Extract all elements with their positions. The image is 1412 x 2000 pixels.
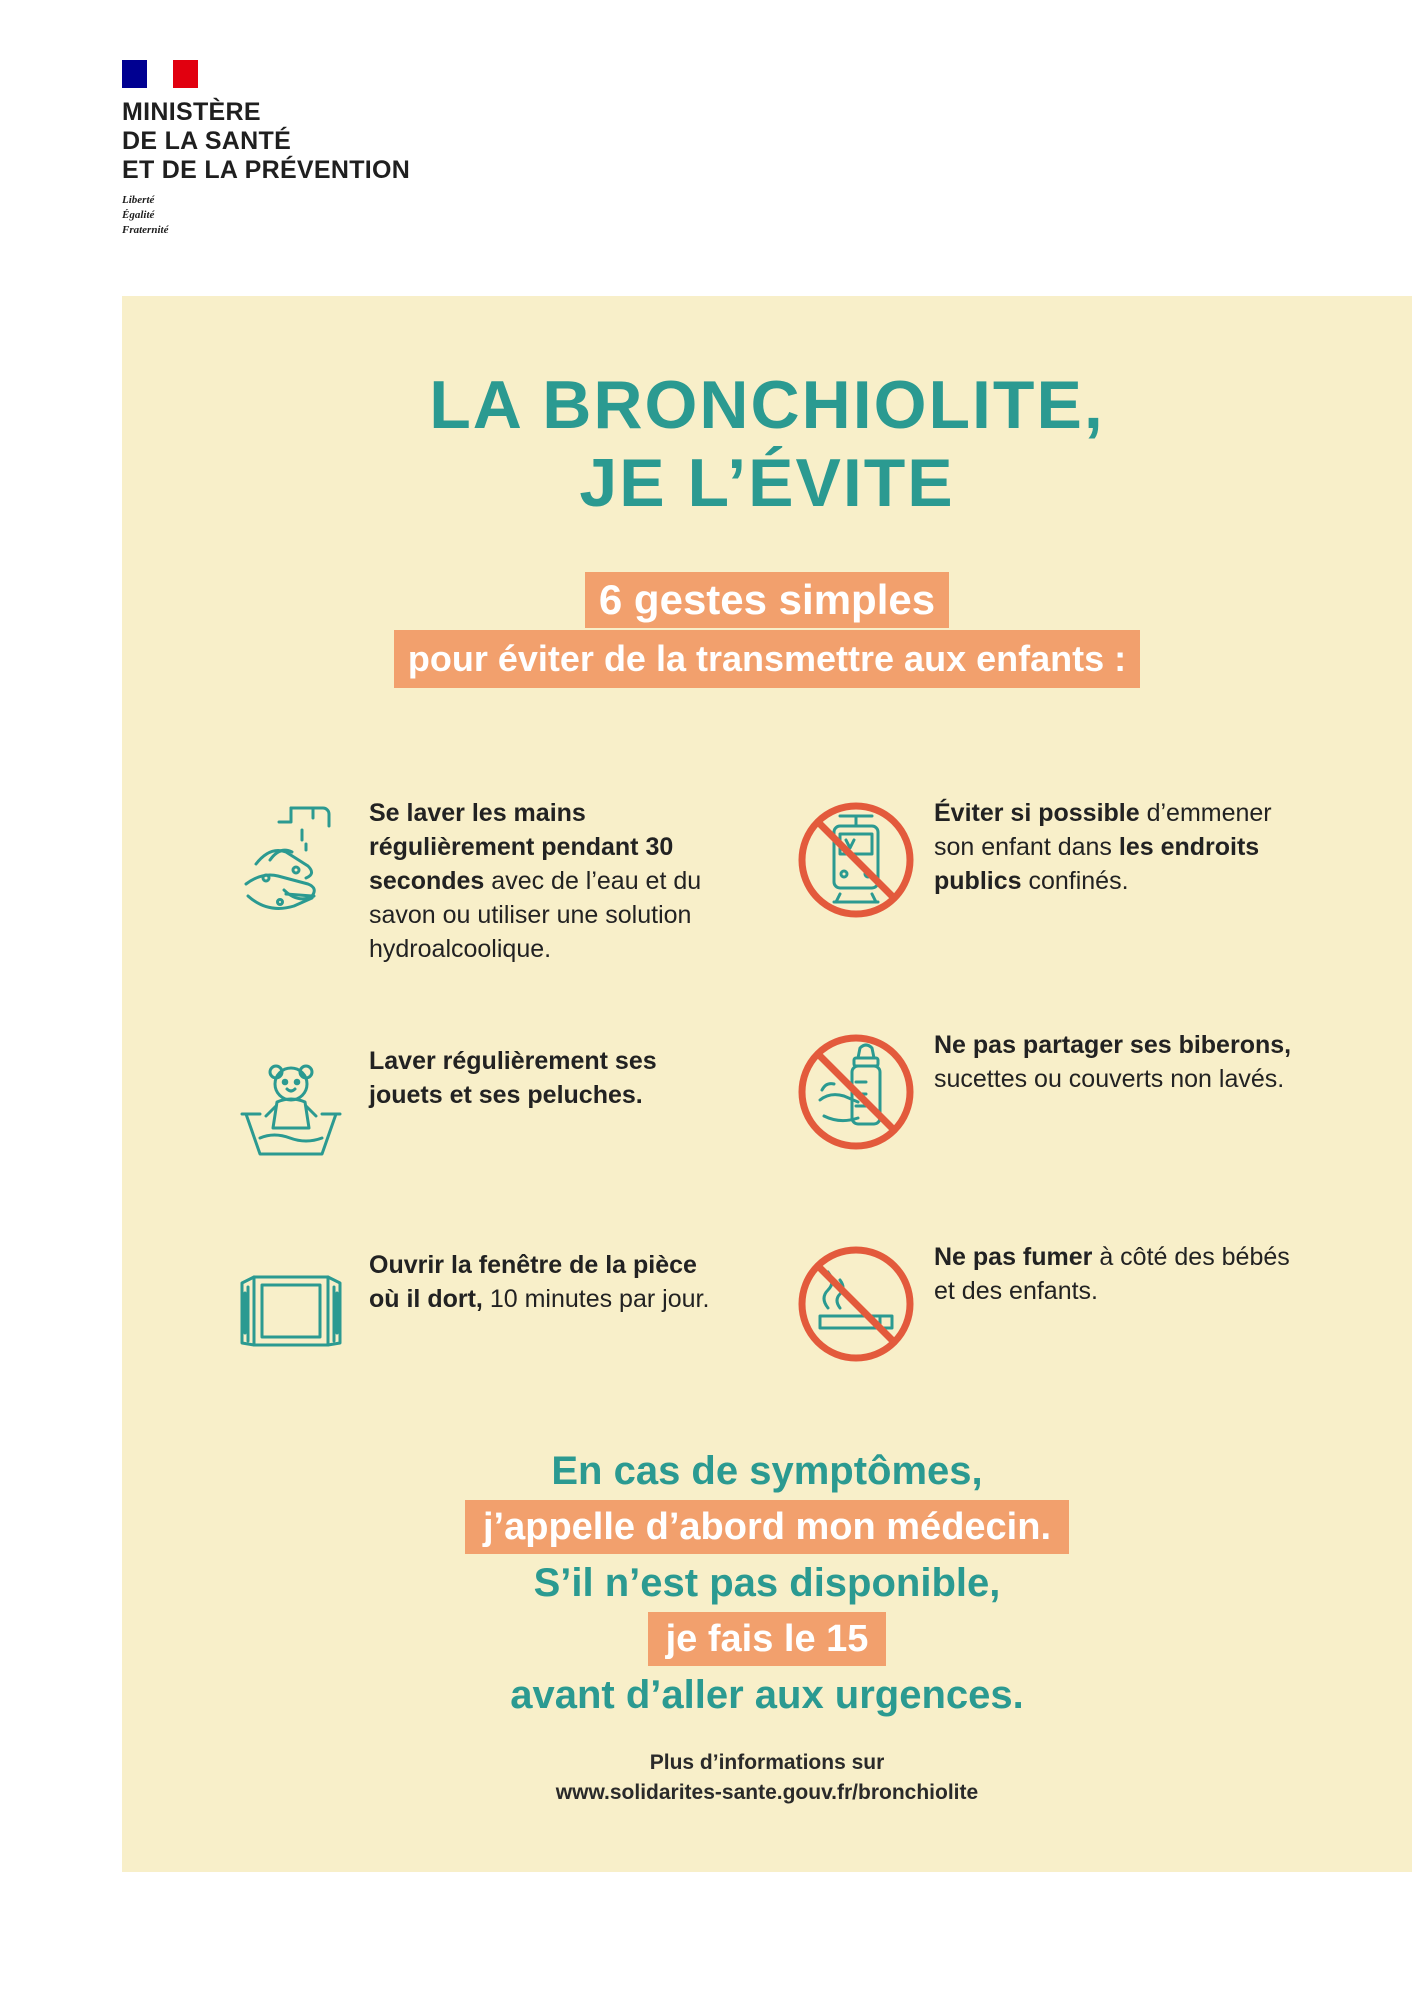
gesture-bold-text: Laver régulièrement ses jouets et ses peluches.: [369, 1047, 657, 1109]
flag-red-band: [173, 60, 198, 88]
no-smoking-icon: [792, 1240, 920, 1368]
teddy-basin-icon: [227, 1044, 355, 1172]
ministry-line: MINISTÈRE: [122, 98, 261, 126]
ministry-logo: [122, 60, 410, 238]
french-flag-icon: [122, 60, 198, 88]
gesture-text: Se laver les mains régulièrement pendant 30 secondes avec de l’eau et du savon ou utiliser une solution hydroalcoolique.: [369, 799, 702, 963]
poster: [122, 296, 1412, 1872]
subtitle-highlight: [122, 572, 1412, 628]
subtitle-highlight: [122, 630, 1412, 688]
open-window-icon: [227, 1248, 355, 1376]
title-line: JE L’ÉVITE: [579, 445, 955, 521]
gesture-item: [227, 796, 729, 966]
subtitle-line-1: 6 gestes simples: [585, 572, 949, 628]
closing-line: avant d’aller aux urgences.: [510, 1673, 1024, 1717]
closing-line: En cas de symptômes,: [551, 1449, 983, 1493]
gesture-text: [369, 1044, 729, 1112]
closing-highlight: je fais le 15: [648, 1612, 887, 1666]
republic-motto: [122, 193, 410, 238]
gesture-item: [227, 1248, 729, 1376]
gesture-bold-text: Ouvrir la fenêtre de la pièce où il dort,: [369, 1251, 697, 1313]
gesture-bold-text: Éviter si possible: [934, 799, 1140, 827]
flag-white-band: [147, 60, 172, 88]
gesture-item: [792, 1028, 1294, 1156]
footer-url[interactable]: www.solidarites-sante.gouv.fr/bronchiolite: [555, 1781, 979, 1804]
ministry-line: DE LA SANTÉ: [122, 127, 292, 155]
poster-footer: [122, 1748, 1412, 1808]
no-shared-bottle-icon: [792, 1028, 920, 1156]
closing-line: S’il n’est pas disponible,: [533, 1561, 1001, 1605]
footer-line: Plus d’informations sur: [649, 1751, 885, 1774]
gesture-text: Ouvrir la fenêtre de la pièce où il dort, 10 minutes par jour.: [369, 1251, 710, 1313]
handwash-icon: [227, 796, 355, 924]
motto-line: Fraternité: [122, 224, 169, 236]
gesture-item: [792, 796, 1294, 924]
gesture-bold-text: les endroits publics: [934, 833, 1260, 895]
closing-message: [122, 1444, 1412, 1722]
closing-highlight: j’appelle d’abord mon médecin.: [465, 1500, 1069, 1554]
gesture-text: Ne pas fumer à côté des bébés et des enfants.: [934, 1243, 1290, 1305]
gesture-item: [227, 1044, 729, 1172]
ministry-line: ET DE LA PRÉVENTION: [122, 156, 411, 184]
gesture-text: Éviter si possible d’emmener son enfant dans les endroits publics confinés.: [934, 799, 1272, 895]
motto-line: Liberté: [122, 194, 155, 206]
ministry-name: [122, 98, 410, 185]
flag-blue-band: [122, 60, 147, 88]
gesture-item: [792, 1240, 1294, 1368]
subtitle-line-2: pour éviter de la transmettre aux enfants :: [394, 630, 1140, 688]
gesture-bold-text: Ne pas partager ses biberons,: [934, 1031, 1292, 1059]
poster-title: [122, 366, 1412, 522]
title-line: LA BRONCHIOLITE,: [429, 367, 1105, 443]
gesture-bold-text: Ne pas fumer: [934, 1243, 1093, 1271]
gesture-bold-text: Se laver les mains régulièrement pendant 30 secondes: [369, 799, 674, 895]
motto-line: Égalité: [122, 209, 155, 221]
no-public-transport-icon: [792, 796, 920, 924]
gesture-text: Ne pas partager ses biberons, sucettes ou couverts non lavés.: [934, 1031, 1292, 1093]
